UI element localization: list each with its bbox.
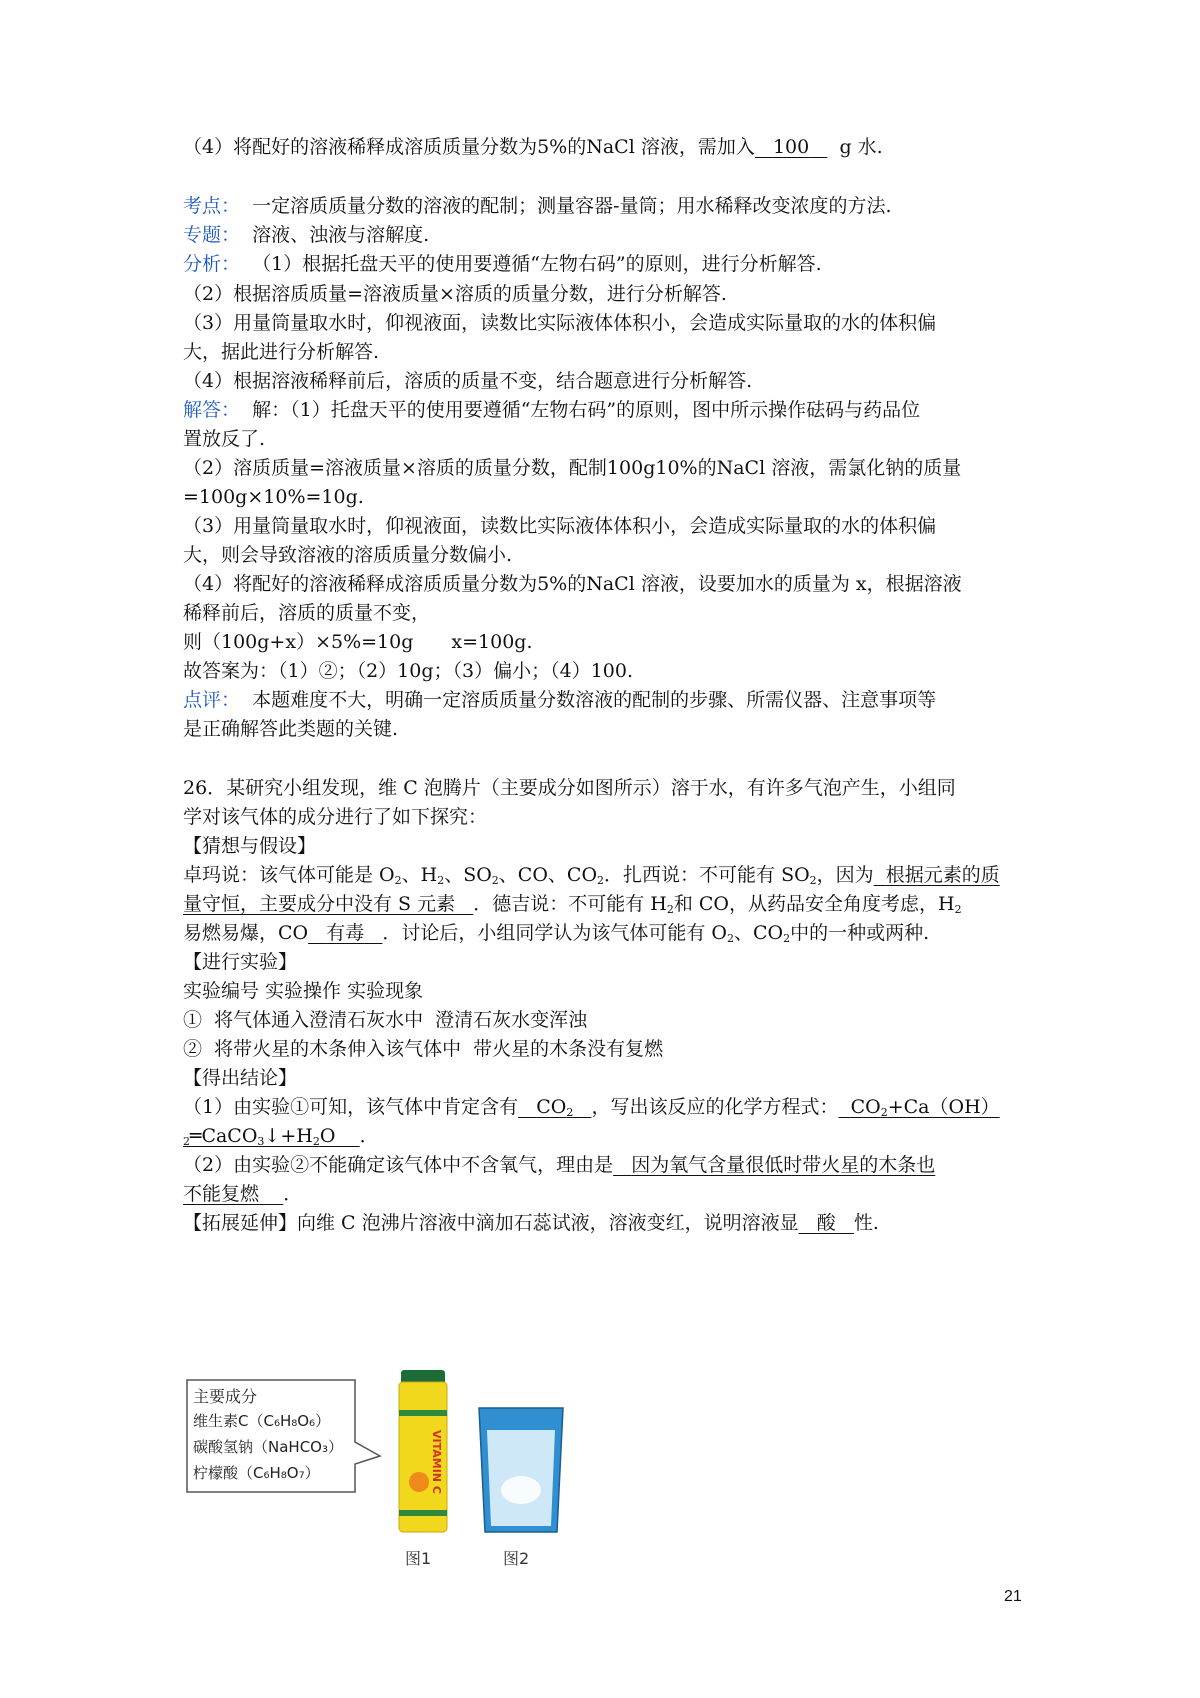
jieda-line: 大，则会导致溶液的溶质质量分数偏小. [183, 544, 513, 566]
jieda-line: 稀释前后，溶质的质量不变， [183, 602, 431, 624]
jieda-line: （3）用量筒量取水时，仰视液面，读数比实际液体体积小，会造成实际量取的水的体积偏 [183, 515, 937, 537]
q26-intro: 26．某研究小组发现，维 C 泡腾片（主要成分如图所示）溶于水，有许多气泡产生，小组同 [183, 777, 956, 799]
answer-blank: 100 [772, 136, 810, 158]
jieda-line: 置放反了. [183, 428, 266, 450]
exp-header: 实验编号 实验操作 实验现象 [183, 980, 424, 1002]
fenxi-label: 分析： [183, 253, 241, 275]
reason-line: 量守恒，主要成分中没有 S 元素 ．德吉说：不可能有 $H_2$和 CO，从药品安全角度考虑，$H_2$ [183, 893, 962, 916]
ingredient-line: 碳酸氢钠（NaHCO₃） [193, 1438, 343, 1456]
dianping-label: 点评： [183, 689, 241, 711]
exp-row: ② 将带火星的木条伸入该气体中 带火星的木条没有复燃 [183, 1038, 664, 1060]
exp-row: ① 将气体通入澄清石灰水中 澄清石灰水变浑浊 [183, 1009, 588, 1031]
kaodian-label: 考点： [183, 195, 241, 217]
answer-blank: 量守恒，主要成分中没有 S 元素 [183, 893, 456, 915]
figure-1-caption: 图1 [405, 1549, 432, 1568]
answer-blank: 酸 [816, 1212, 836, 1234]
figure-illustration [183, 1370, 603, 1570]
jieda-line: （4）将配好的溶液稀释成溶质质量分数为5%的NaCl 溶液，设要加水的质量为 x，根据溶液 [183, 573, 962, 595]
q26-intro: 学对该气体的成分进行了如下探究： [183, 806, 488, 828]
answer-blank: 根据元素的质 [885, 864, 1000, 886]
dianping-line: 是正确解答此类题的关键. [183, 718, 399, 740]
q4-line: （4）将配好的溶液稀释成溶质质量分数为5%的NaCl 溶液，需加入 100 g 水. [183, 136, 883, 158]
answer-blank: 有毒 [326, 922, 365, 944]
dianping-line: 点评： 本题难度不大，明确一定溶质质量分数溶液的配制的步骤、所需仪器、注意事项等 [183, 689, 937, 711]
jieda-line: 则（100g+x）×5%=10g x=100g. [183, 631, 533, 653]
zhuanti-line: 专题： 溶液、浊液与溶解度. [183, 224, 430, 246]
jieda-line: 故答案为：（1）②；（2）10g；（3）偏小；（4）100. [183, 660, 633, 682]
zhuanti-label: 专题： [183, 224, 241, 246]
equation-blank: $CO_2+Ca(OH)$ [850, 1096, 1000, 1119]
ingredient-line: 柠檬酸（C₆H₈O₇） [193, 1464, 320, 1482]
answer-blank: 不能复燃 [183, 1183, 260, 1205]
equation-blank: $_2═CaCO_3↓+H_2O$ [183, 1125, 336, 1148]
conclusion-1-line: （1）由实验①可知，该气体中肯定含有 $CO_2$ ，写出该反应的化学方程式： $CO_2+Ca(OH)$ [183, 1096, 1000, 1119]
section-heading: 【得出结论】 [183, 1067, 298, 1089]
conclusion-2-line: （2）由实验②不能确定该气体中不含氧气，理由是 因为氧气含量很低时带火星的木条也 [183, 1154, 936, 1176]
answer-blank: $CO_2$ [536, 1096, 574, 1119]
fenxi-line: 分析： （1）根据托盘天平的使用要遵循“左物右码”的原则，进行分析解答. [183, 253, 822, 275]
section-heading: 【进行实验】 [183, 951, 298, 973]
page-number: 21 [1004, 1588, 1022, 1605]
section-heading: 【猜想与假设】 [183, 835, 317, 857]
fenxi-line: 大，据此进行分析解答. [183, 341, 380, 363]
extension-line: 【拓展延伸】向维 C 泡沸片溶液中滴加石蕊试液，溶液变红，说明溶液显 酸 性. [183, 1212, 879, 1234]
zhuoma-line: 卓玛说：该气体可能是 $O_2$、$H_2$、$SO_2$、CO、$CO_2$．扎西说：不可能有 $SO_2$，因为 根据元素的质 [183, 864, 1000, 887]
fenxi-line: （3）用量筒量取水时，仰视液面，读数比实际液体体积小，会造成实际量取的水的体积偏 [183, 312, 937, 334]
fenxi-line: （4）根据溶液稀释前后，溶质的质量不变，结合题意进行分析解答. [183, 370, 753, 392]
jieda-label: 解答： [183, 399, 241, 421]
kaodian-line: 考点： 一定溶质质量分数的溶液的配制；测量容器-量筒；用水稀释改变浓度的方法. [183, 195, 892, 217]
answer-blank: 因为氧气含量很低时带火星的木条也 [631, 1154, 936, 1176]
equation-line: $_2═CaCO_3↓+H_2O$ ． [183, 1125, 379, 1148]
jieda-line: 解答： 解：（1）托盘天平的使用要遵循“左物右码”的原则，图中所示操作砝码与药品位 [183, 399, 921, 421]
fenxi-line: （2）根据溶质质量=溶液质量×溶质的质量分数，进行分析解答. [183, 283, 727, 305]
ingredient-line: 维生素C（C₆H₈O₆） [193, 1412, 331, 1430]
ingredient-box-title: 主要成分 [193, 1387, 258, 1406]
toxic-line: 易燃易爆，CO 有毒 ．讨论后，小组同学认为该气体可能有 $O_2$、$CO_2$中的一种或两种. [183, 922, 930, 945]
figure-2-caption: 图2 [503, 1549, 530, 1568]
jieda-line: =100g×10%=10g. [183, 486, 364, 508]
jieda-line: （2）溶质质量=溶液质量×溶质的质量分数，配制100g10%的NaCl 溶液，需氯化钠的质量 [183, 457, 962, 479]
conclusion-2-cont: 不能复燃 ． [183, 1183, 303, 1205]
tube-label: VITAMIN C [430, 1430, 443, 1494]
